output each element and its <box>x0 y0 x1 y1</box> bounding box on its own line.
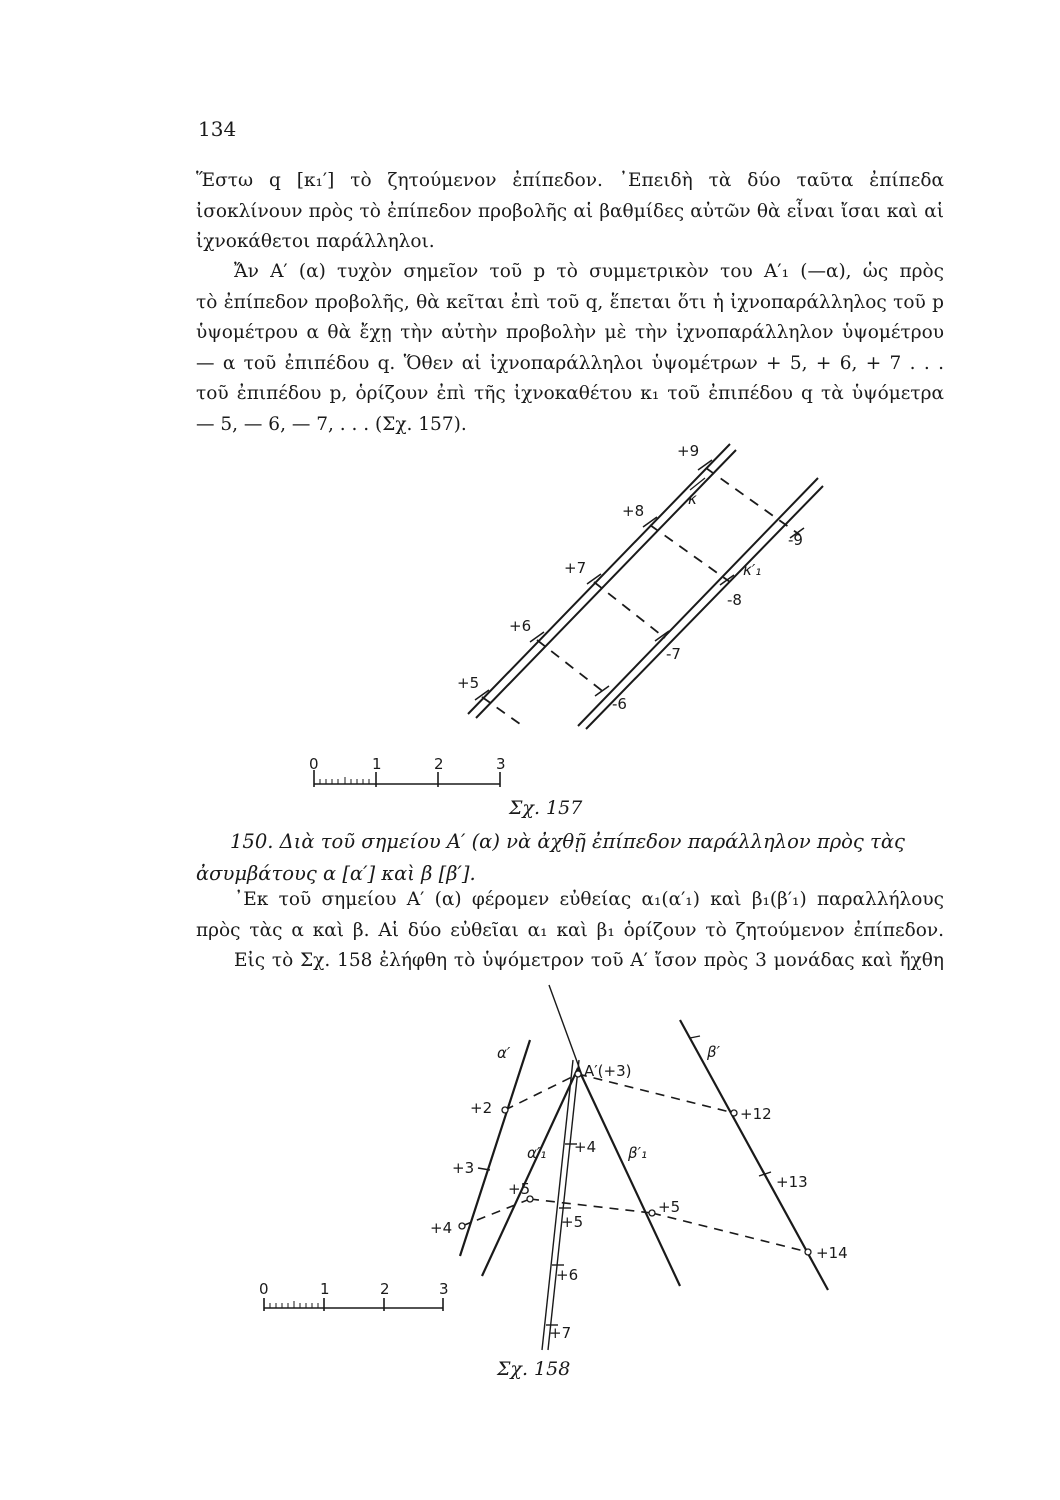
paragraph-line: — α τοῦ ἐπιπέδου q. Ὅθεν αἱ ἰχνοπαράλληλοι ὑψομέτρων + 5, + 6, + 7 . . . <box>196 352 944 374</box>
scale-bar-158 <box>259 1280 449 1311</box>
label-plus-6: +6 <box>556 1266 579 1284</box>
label-beta-1: β′₁ <box>628 1144 647 1162</box>
paragraph-line: τοῦ ἐπιπέδου p, ὁρίζουν ἐπὶ τῆς ἰχνοκαθέτου κ₁ τοῦ ἐπιπέδου q τὰ ὑψόμετρα <box>196 383 944 404</box>
paragraph-line: ἰχνοκάθετοι παράλληλοι. <box>196 231 435 252</box>
label-plus-13: +13 <box>776 1173 808 1191</box>
scale-label: 0 <box>309 755 319 773</box>
label-plus-8: +8 <box>622 502 645 520</box>
label-kappa: κ <box>688 490 697 508</box>
label-alpha-1: α′₁ <box>527 1144 547 1162</box>
paragraph-line: πρὸς τὰς α καὶ β. Αἱ δύο εὐθεῖαι α₁ καὶ β₁ ὁρίζουν τὸ ζητούμενον ἐπίπεδον. <box>196 919 944 941</box>
line-alpha-1 <box>482 1068 578 1276</box>
line-beta-1 <box>578 1068 680 1286</box>
label-plus-5: +5 <box>457 674 480 692</box>
section-number: 150. <box>230 830 274 853</box>
label-kappa-1: κ′₁ <box>743 561 762 579</box>
paragraph-line: τὸ ἐπίπεδον προβολῆς, θὰ κεῖται ἐπὶ τοῦ q, ἕπεται ὅτι ἡ ἰχνοπαράλληλος τοῦ p <box>196 291 944 313</box>
scale-label: 3 <box>439 1280 449 1298</box>
scale-label: 0 <box>259 1280 269 1298</box>
scale-label: 3 <box>496 755 506 773</box>
label-plus-5-center: +5 <box>561 1213 584 1231</box>
label-plus-4-center: +4 <box>574 1138 597 1156</box>
paragraph-line: — 5, — 6, — 7, . . . (Σχ. 157). <box>196 413 467 435</box>
scale-label: 1 <box>320 1280 330 1298</box>
section-title-line-2: ἀσυμβάτους α [α′] καὶ β [β′]. <box>196 862 476 885</box>
label-A-prime: Α′(+3) <box>584 1062 632 1080</box>
label-minus-7: -7 <box>666 645 681 663</box>
label-plus-3: +3 <box>452 1159 475 1177</box>
label-plus-5-right: +5 <box>658 1198 681 1216</box>
label-plus-7: +7 <box>564 559 587 577</box>
line-alpha <box>460 1040 530 1256</box>
scale-label: 1 <box>372 755 382 773</box>
label-beta: β′ <box>707 1043 720 1061</box>
label-plus-4: +4 <box>430 1219 453 1237</box>
label-plus-2: +2 <box>470 1099 493 1117</box>
paragraph-line: ᾿Εκ τοῦ σημείου Α′ (α) φέρομεν εὐθείας α₁(α′₁) καὶ β₁(β′₁) παραλλήλους <box>234 889 944 910</box>
label-alpha: α′ <box>497 1044 511 1062</box>
scale-label: 2 <box>380 1280 390 1298</box>
paragraph-line: Ἕστω q [κ₁′] τὸ ζητούμενον ἐπίπεδον. ᾿Επειδὴ τὰ δύο ταῦτα ἐπίπεδα <box>196 170 944 191</box>
label-plus-12: +12 <box>740 1105 772 1123</box>
paragraph-line: Εἰς τὸ Σχ. 158 ἐλήφθη τὸ ὑψόμετρον τοῦ Α′ ἴσον πρὸς 3 μονάδας καὶ ἤχθη <box>234 950 944 971</box>
label-minus-9: -9 <box>788 531 803 549</box>
figure-157-caption: Σχ. 157 <box>509 797 583 819</box>
paragraph-line: ἰσοκλίνουν πρὸς τὸ ἐπίπεδον προβολῆς αἱ βαθμίδες αὐτῶν θὰ εἶναι ἴσαι καὶ αἱ <box>196 200 944 222</box>
label-minus-6: -6 <box>612 695 627 713</box>
contour-lines-158 <box>462 1074 808 1252</box>
label-plus-14: +14 <box>816 1244 848 1262</box>
label-plus-5-left: +5 <box>508 1180 531 1198</box>
page-number: 134 <box>198 117 237 141</box>
line-vertical <box>542 1060 573 1350</box>
scale-label: 2 <box>434 755 444 773</box>
label-plus-7: +7 <box>549 1324 572 1342</box>
label-minus-8: -8 <box>727 591 742 609</box>
section-title-line-1: Διὰ τοῦ σημείου Α′ (α) νὰ ἀχθῇ ἐπίπεδον παράλληλον πρὸς τὰς <box>279 830 905 853</box>
figure-158-caption: Σχ. 158 <box>497 1358 571 1380</box>
paragraph-line: ὑψομέτρου α θὰ ἔχῃ τὴν αὐτὴν προβολὴν μὲ τὴν ἰχνοπαράλληλον ὑψομέτρου <box>196 322 944 343</box>
label-plus-9: +9 <box>677 442 700 460</box>
paragraph-line: Ἄν Α′ (α) τυχὸν σημεῖον τοῦ p τὸ συμμετρικὸν του Α′₁ (—α), ὡς πρὸς <box>234 261 944 282</box>
label-plus-6: +6 <box>509 617 532 635</box>
